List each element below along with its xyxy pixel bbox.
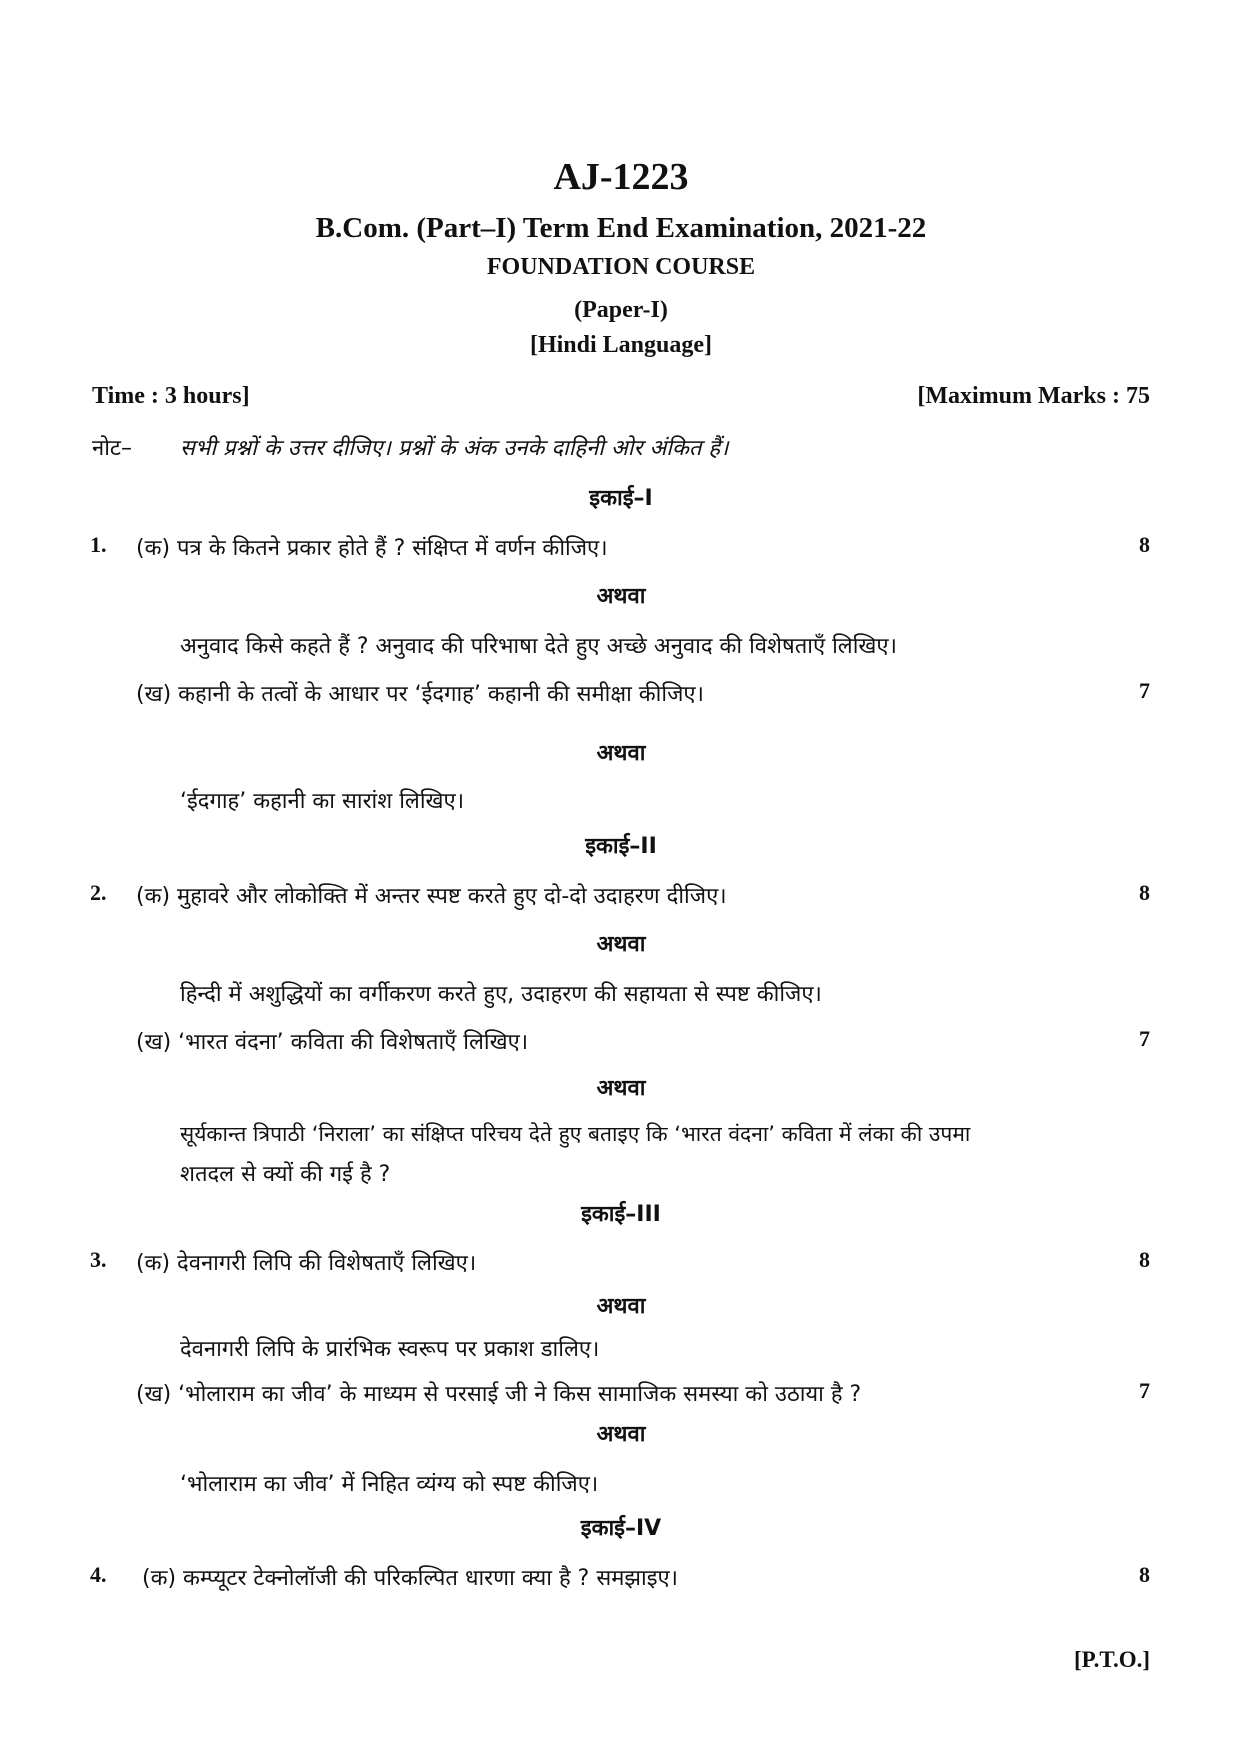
page-turn-note: [P.T.O.] bbox=[1073, 1647, 1150, 1672]
question-number-3: 3. bbox=[90, 1247, 107, 1272]
question-3b: (ख) ‘भोलाराम का जीव’ के माध्यम से परसाई जी ने किस सामाजिक समस्या को उठाया है ? bbox=[136, 1382, 862, 1407]
question-2a: (क) मुहावरे और लोकोक्ति में अन्तर स्पष्ट करते हुए दो-दो उदाहरण दीजिए। bbox=[136, 884, 727, 909]
note-label: नोट– bbox=[92, 436, 132, 461]
or-label: अथवा bbox=[596, 932, 646, 957]
question-2b-alternative-line-2: शतदल से क्यों की गई है ? bbox=[180, 1162, 391, 1187]
question-2a-alternative: हिन्दी में अशुद्धियों का वर्गीकरण करते हुए, उदाहरण की सहायता से स्पष्ट कीजिए। bbox=[180, 982, 822, 1007]
note-text: सभी प्रश्नों के उत्तर दीजिए। प्रश्नों के अंक उनके दाहिनी ओर अंकित हैं। bbox=[180, 436, 729, 461]
question-1b-alternative: ‘ईदगाह’ कहानी का सारांश लिखिए। bbox=[180, 789, 465, 814]
unit-heading-4: इकाई–IV bbox=[580, 1516, 662, 1541]
time-allowed: Time : 3 hours] bbox=[92, 383, 250, 409]
question-4a: (क) कम्प्यूटर टेक्नोलॉजी की परिकल्पित धारणा क्या है ? समझाइए। bbox=[142, 1566, 679, 1591]
paper-code: AJ-1223 bbox=[553, 156, 689, 198]
marks-1b: 7 bbox=[1139, 678, 1150, 703]
or-label: अथवा bbox=[596, 1294, 646, 1319]
unit-heading-3: इकाई–III bbox=[581, 1202, 661, 1227]
question-number-2: 2. bbox=[90, 880, 107, 905]
marks-2a: 8 bbox=[1139, 880, 1150, 905]
question-1b: (ख) कहानी के तत्वों के आधार पर ‘ईदगाह’ कहानी की समीक्षा कीजिए। bbox=[136, 682, 704, 707]
question-1a-alternative: अनुवाद किसे कहते हैं ? अनुवाद की परिभाषा देते हुए अच्छे अनुवाद की विशेषताएँ लिखिए। bbox=[180, 634, 897, 659]
maximum-marks: [Maximum Marks : 75 bbox=[917, 383, 1150, 409]
question-3b-alternative: ‘भोलाराम का जीव’ में निहित व्यंग्य को स्पष्ट कीजिए। bbox=[180, 1472, 599, 1497]
marks-2b: 7 bbox=[1139, 1026, 1150, 1051]
marks-1a: 8 bbox=[1139, 532, 1150, 557]
question-3a: (क) देवनागरी लिपि की विशेषताएँ लिखिए। bbox=[136, 1251, 477, 1276]
or-label: अथवा bbox=[596, 584, 646, 609]
marks-3a: 8 bbox=[1139, 1247, 1150, 1272]
or-label: अथवा bbox=[596, 1422, 646, 1447]
question-3a-alternative: देवनागरी लिपि के प्रारंभिक स्वरूप पर प्रकाश डालिए। bbox=[180, 1337, 600, 1362]
course-title: FOUNDATION COURSE bbox=[486, 254, 756, 280]
or-label: अथवा bbox=[596, 1076, 646, 1101]
question-number-1: 1. bbox=[90, 532, 107, 557]
question-2b-alternative-line-1: सूर्यकान्त त्रिपाठी ‘निराला’ का संक्षिप्त परिचय देते हुए बताइए कि ‘भारत वंदना’ कविता में लंका की उपमा bbox=[180, 1122, 971, 1146]
or-label: अथवा bbox=[596, 741, 646, 766]
question-number-4: 4. bbox=[90, 1562, 107, 1587]
marks-3b: 7 bbox=[1139, 1378, 1150, 1403]
marks-4a: 8 bbox=[1139, 1562, 1150, 1587]
exam-title: B.Com. (Part–I) Term End Examination, 2021-22 bbox=[315, 212, 927, 244]
question-1a: (क) पत्र के कितने प्रकार होते हैं ? संक्षिप्त में वर्णन कीजिए। bbox=[136, 536, 608, 561]
subject-title: [Hindi Language] bbox=[529, 332, 713, 358]
unit-heading-1: इकाई–I bbox=[589, 486, 653, 511]
question-2b: (ख) ‘भारत वंदना’ कविता की विशेषताएँ लिखिए। bbox=[136, 1030, 529, 1055]
paper-number: (Paper-I) bbox=[574, 297, 668, 323]
unit-heading-2: इकाई–II bbox=[585, 834, 657, 859]
